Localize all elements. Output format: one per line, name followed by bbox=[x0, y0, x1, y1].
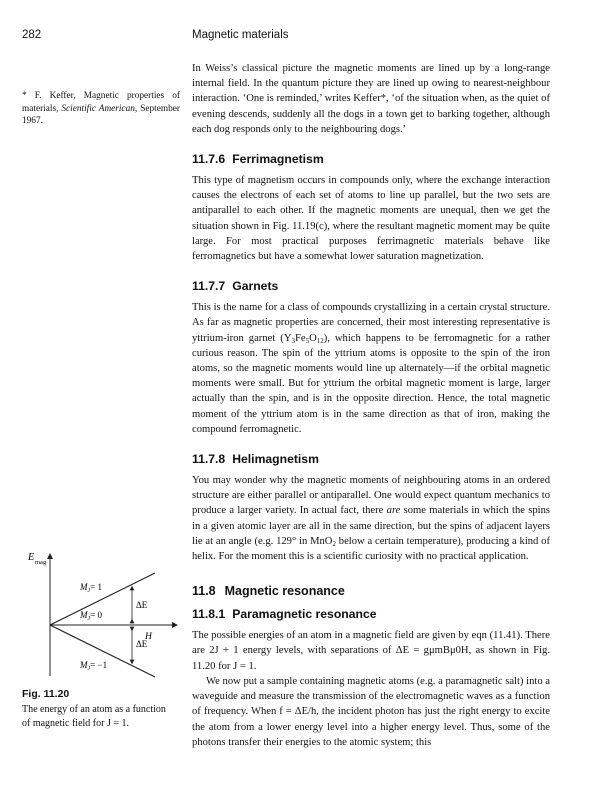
section-heading-magnetic-resonance bbox=[192, 584, 550, 598]
section-title: Garnets bbox=[232, 279, 279, 294]
section-title: Paramagnetic resonance bbox=[232, 607, 377, 622]
chemical-formula: $Y_3Fe_5O_{12}$ bbox=[283, 332, 324, 345]
section-heading-helimagnetism bbox=[192, 452, 550, 466]
ferrimagnetism-paragraph: This type of magnetism occurs in compounds only, where the exchange interaction causes the electrons of each set of atoms to line up parallel, but the two sets are antiparallel to each other. If the magnetic moments are unequal, then we get the situation shown in Fig. 11.19(c), where the resultant magnetic moment may be quite large. For most practical purposes ferrimagnetic materials behave like ferromagnetics but have a somewhat lower saturation magnetization. bbox=[192, 175, 550, 263]
level-mj-plus-1 bbox=[50, 573, 155, 625]
section-heading-ferrimagnetism bbox=[192, 152, 550, 166]
intro-paragraph: In Weiss’s classical picture the magnetic moments are lined up by a long-range internal field. In the quantum picture they are lined up owing to nearest-neighbour interaction. ‘One is reminded,’ writes Keffer*, ‘of the situation when, as the quiet of evening descends, suddenly all the dogs in a town get to barking together, although each dog responds only to the neighbouring dogs.’ bbox=[192, 63, 550, 135]
level-label-bot: $M_J= -1$ bbox=[80, 660, 108, 672]
main-column bbox=[192, 61, 550, 750]
paramagnetic-paragraph-1: The possible energies of an atom in a magnetic field are given by eqn (11.41). There are 2J + 1 energy levels, with separations of ΔE = gμmBμ0H, as shown in Fig. 11.20 for J = 1. bbox=[192, 630, 550, 672]
garnets-paragraph: This is the name for a class of compounds crystallizing in a certain crystal structure. As far as magnetic properties are concerned, their most interesting representative is yttrium-iron garnet $(Y_3Fe_5O_{12})$, which happens to be ferromagnetic for a rather curious reason. The spin of the yttrium atoms is opposite to the spin of the iron atoms, so the magnetic moments would line up alternately—if the orbital magnetic moments were small. But for yttrium the orbital magnetic moment is large, larger actually than the spin, and is in the opposite direction. Hence, the total magnetic moment of the yttrium atom is in the same direction as that of iron, making the compound ferromagnetic. bbox=[192, 302, 551, 435]
gap-label-lower: ΔE bbox=[136, 639, 148, 649]
gap-label-upper: ΔE bbox=[136, 600, 148, 610]
section-title: Ferrimagnetism bbox=[232, 152, 324, 167]
energy-level-diagram bbox=[22, 548, 187, 680]
section-number: 11.8.1 bbox=[192, 607, 226, 622]
y-axis-label: E bbox=[28, 552, 35, 563]
figure-label: Fig. 11.20 bbox=[22, 688, 70, 700]
running-title: Magnetic materials bbox=[192, 29, 289, 41]
section-heading-paramagnetic-resonance bbox=[192, 607, 550, 621]
section-title: Helimagnetism bbox=[232, 452, 319, 467]
section-title: Magnetic resonance bbox=[224, 584, 345, 599]
section-number: 11.8 bbox=[192, 584, 216, 599]
y-axis-label-sub: mag bbox=[35, 559, 47, 566]
page-number: 282 bbox=[22, 29, 42, 41]
level-label-top: $M_J= 1$ bbox=[80, 582, 102, 594]
section-heading-garnets bbox=[192, 279, 550, 293]
x-axis-label: H bbox=[145, 632, 152, 642]
section-number: 11.7.6 bbox=[192, 152, 226, 167]
footnote-text-end: , September 1967. bbox=[22, 103, 180, 127]
helimagnetism-paragraph: You may wonder why the magnetic moments of neighbouring atoms in an ordered structure are either parallel or antiparallel. One would expect quantum mechanics to produce a larger variety. In actual fact, there are some materials in which the spins in a given atomic layer are all in the same direction, but the spins of adjacent layers lie at an angle (e.g. 129° in MnO$_2$ below a certain temperature), producing a kind of helix. For the moment this is a scientific curiosity with no practical application. bbox=[192, 475, 551, 563]
footnote-text: * F. Keffer, Magnetic properties of materials, bbox=[22, 91, 180, 114]
figure-caption: The energy of an atom as a function of magnetic field for J = 1. bbox=[22, 704, 166, 729]
footnote-journal: Scientific American bbox=[61, 103, 135, 114]
level-label-mid: $M_J= 0$ bbox=[80, 610, 102, 622]
paramagnetic-paragraph-2: We now put a sample containing magnetic atoms (e.g. a paramagnetic salt) into a waveguide and measure the transmission of the electromagnetic waves as a function of frequency. When f = ΔE/h, the incident photon has just the right energy to excite the atom from a lower energy level into a higher energy level. Thus, some of the photons transfer their energies to the atomic system; this bbox=[192, 675, 550, 748]
footnote bbox=[22, 90, 180, 128]
section-number: 11.7.7 bbox=[192, 279, 226, 294]
section-number: 11.7.8 bbox=[192, 452, 226, 467]
